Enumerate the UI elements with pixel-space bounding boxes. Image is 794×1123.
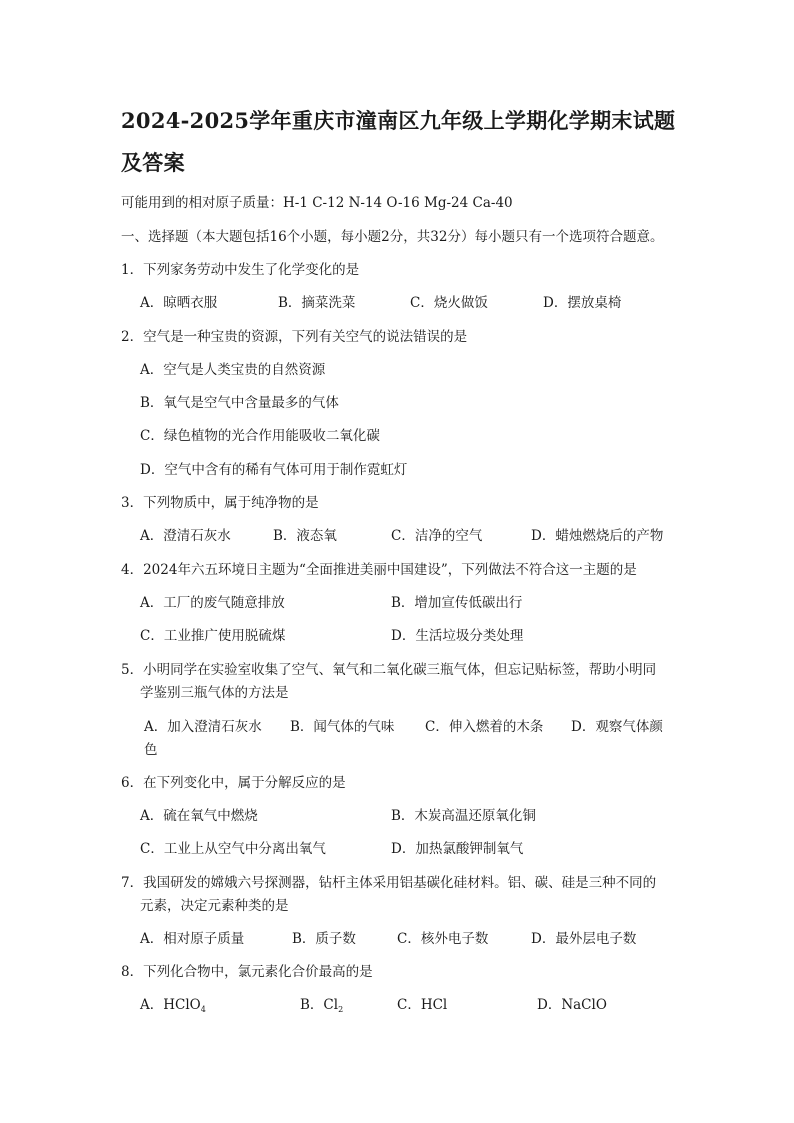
q2-option-b: B．氧气是空气中含量最多的气体 [140,395,339,411]
q7-option-a: A．相对原子质量 [140,931,245,947]
question-3-stem: 3．下列物质中，属于纯净物的是 [121,495,319,511]
q8-option-c [397,996,447,1014]
q4-option-a: A．工厂的废气随意排放 [140,595,285,611]
question-8-stem: 8．下列化合物中，氯元素化合价最高的是 [121,964,373,980]
question-5-stem-line2: 学鉴别三瓶气体的方法是 [140,685,289,701]
q3-option-a: A．澄清石灰水 [140,528,231,544]
q8-option-d-text: D．NaClO [537,997,607,1013]
q5-option-a: A．加入澄清石灰水 [144,719,262,735]
q2-option-c: C．绿色植物的光合作用能吸收二氧化碳 [140,428,380,444]
q8-option-b-subscript: 2 [338,1005,344,1014]
q4-option-c: C．工业推广使用脱硫煤 [140,628,286,644]
q6-option-b: B．木炭高温还原氧化铜 [391,808,536,824]
question-1-stem: 1．下列家务劳动中发生了化学变化的是 [121,262,360,278]
document-title: 2024-2025学年重庆市潼南区九年级上学期化学期末试题及答案 [121,108,676,175]
q5-option-b: B．闻气体的气味 [290,719,395,735]
q8-option-b [300,996,343,1019]
q1-option-c: C．烧火做饭 [410,295,488,311]
q3-option-d: D．蜡烛燃烧后的产物 [531,528,664,544]
q8-option-a-subscript: 4 [200,1005,206,1014]
q6-option-a: A．硫在氧气中燃烧 [140,808,258,824]
q7-option-b: B．质子数 [292,931,356,947]
section-header: 一、选择题（本大题包括16个小题，每小题2分，共32分）每小题只有一个选项符合题意。 [121,229,664,245]
question-2-stem: 2．空气是一种宝贵的资源，下列有关空气的说法错误的是 [121,329,468,345]
q6-option-d: D．加热氯酸钾制氧气 [391,841,524,857]
question-7-stem-line2: 元素，决定元素种类的是 [140,898,289,914]
question-6-stem: 6．在下列变化中，属于分解反应的是 [121,775,346,791]
q2-option-d: D．空气中含有的稀有气体可用于制作霓虹灯 [140,462,408,478]
q1-option-a: A．晾晒衣服 [140,295,218,311]
atomic-masses: 可能用到的相对原子质量：H-1 C-12 N-14 O-16 Mg-24 Ca-40 [121,195,513,211]
q7-option-c: C．核外电子数 [397,931,489,947]
q3-option-c: C．洁净的空气 [391,528,483,544]
q5-option-d-wrap: 色 [144,742,158,758]
q3-option-b: B．液态氧 [273,528,337,544]
q8-option-c-text: C．HCl [397,997,448,1013]
q4-option-d: D．生活垃圾分类处理 [391,628,524,644]
q1-option-b: B．摘菜洗菜 [278,295,356,311]
q8-option-b-text: B．Cl [300,997,339,1013]
q8-option-a [140,996,206,1019]
q5-option-d: D．观察气体颜 [571,719,663,735]
q6-option-c: C．工业上从空气中分离出氧气 [140,841,326,857]
question-4-stem: 4．2024年六五环境日主题为“全面推进美丽中国建设”，下列做法不符合这一主题的是 [121,562,637,578]
q5-option-c: C．伸入燃着的木条 [425,719,544,735]
question-5-stem-line1: 5．小明同学在实验室收集了空气、氧气和二氧化碳三瓶气体，但忘记贴标签，帮助小明同 [121,662,657,678]
q8-option-a-text: A．HClO [140,997,201,1013]
q2-option-a: A．空气是人类宝贵的自然资源 [140,362,326,378]
q4-option-b: B．增加宣传低碳出行 [391,595,523,611]
q1-option-d: D．摆放桌椅 [543,295,622,311]
q7-option-d: D．最外层电子数 [531,931,637,947]
q8-option-d [537,996,607,1014]
question-7-stem-line1: 7．我国研发的嫦娥六号探测器，钻杆主体采用铝基碳化硅材料。铝、碳、硅是三种不同的 [121,875,657,891]
